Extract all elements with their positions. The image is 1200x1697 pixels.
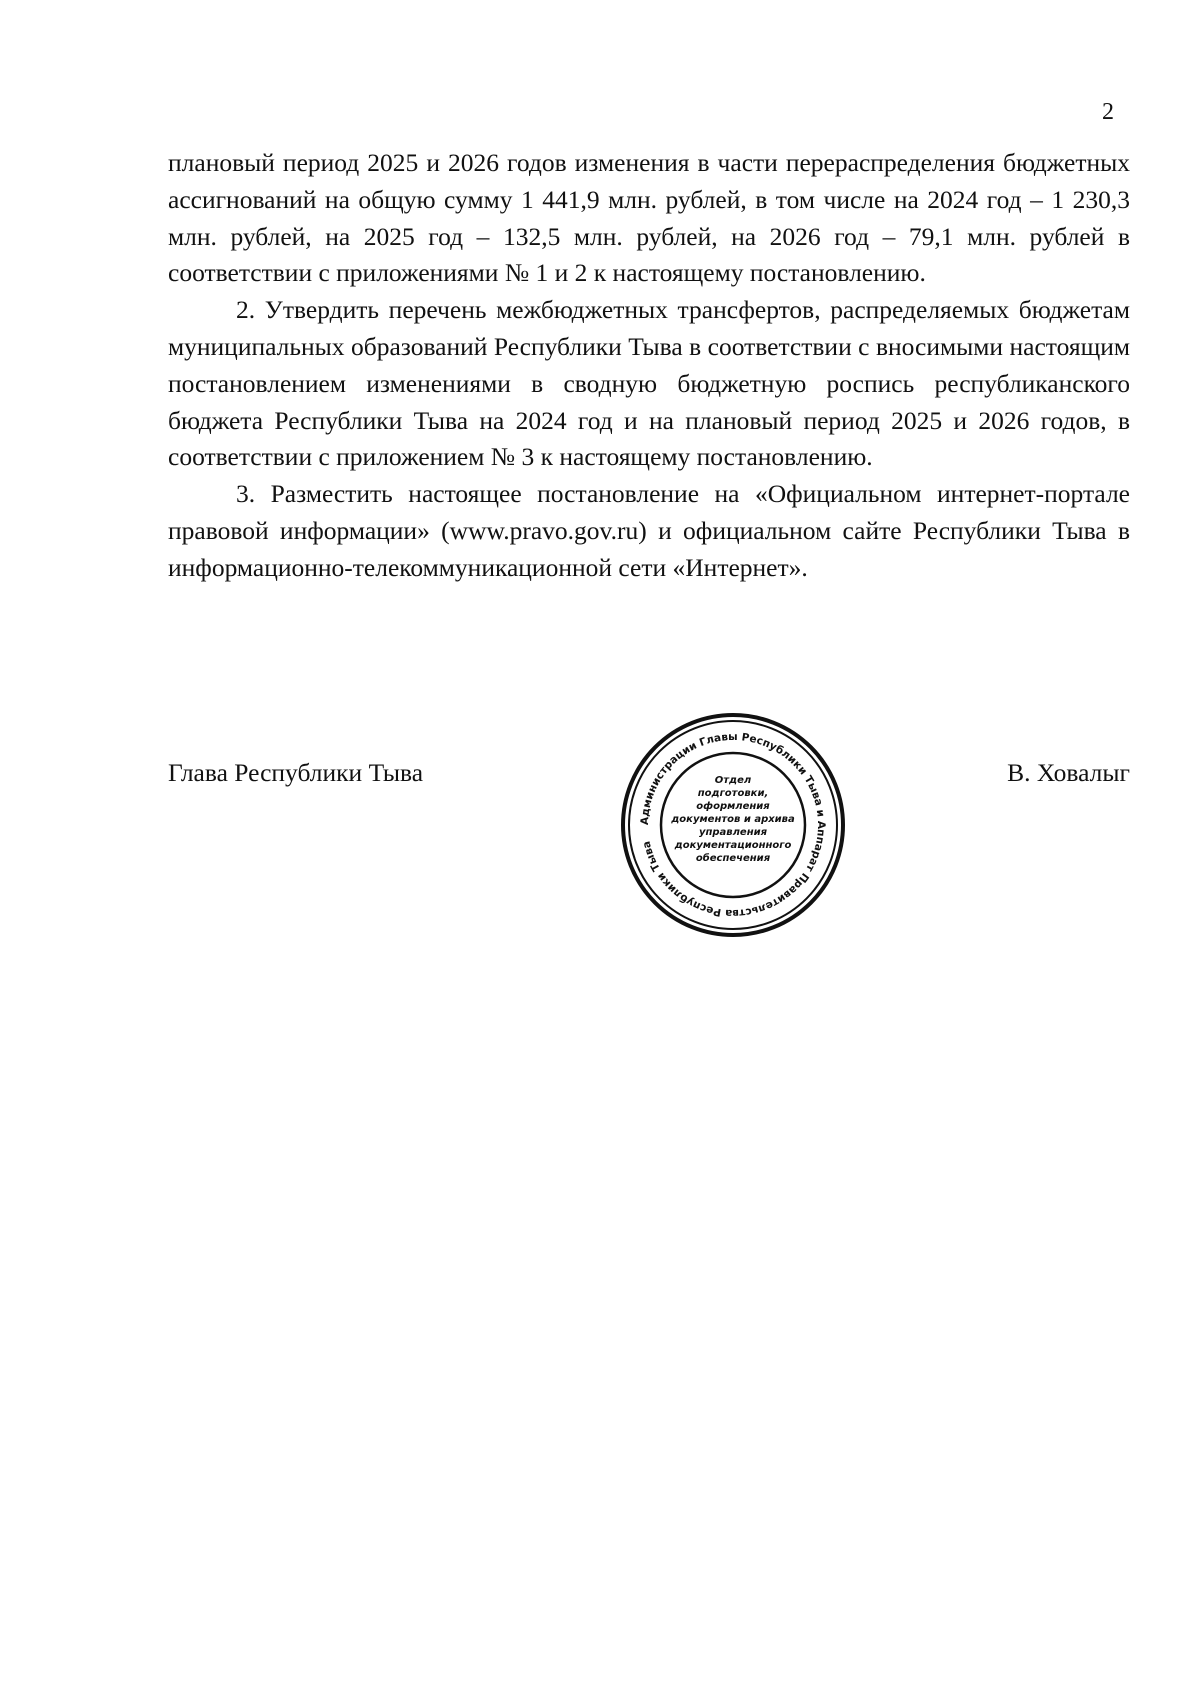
- stamp-inner-line: обеспечения: [695, 853, 771, 864]
- stamp-inner-line: документов и архива: [671, 814, 795, 825]
- paragraph-3: 3. Разместить настоящее постановление на «Официальном интернет-портале правовой информации» (www.pravo.gov.ru) и официальном сайте Республики Тыва в информационно-телекоммуникационной сети «Интернет».: [168, 479, 1130, 582]
- paragraph-2: 2. Утвердить перечень межбюджетных трансфертов, распределяемых бюджетам муниципальных образований Республики Тыва в соответствии с вносимыми настоящим постановлением изменениями в сводную бюджетную роспись республиканского бюджета Республики Тыва на 2024 год и на плановый период 2025 и 2026 годов, в соответствии с приложением № 3 к настоящему постановлению.: [168, 295, 1130, 472]
- page-number: 2: [1102, 99, 1114, 125]
- stamp-inner-line: подготовки,: [697, 788, 769, 799]
- stamp-graphic: [620, 712, 846, 938]
- stamp-inner-line: управления: [698, 827, 768, 838]
- stamp-inner-line: Отдел: [714, 775, 752, 786]
- signer-title: Глава Республики Тыва: [168, 758, 424, 787]
- paragraph-1: плановый период 2025 и 2026 годов изменения в части перераспределения бюджетных ассигнований на общую сумму 1 441,9 млн. рублей, в том числе на 2024 год – 1 230,3 млн. рублей, на 2025 год – 132,5 млн. рублей, на 2026 год – 79,1 млн. рублей в соответствии с приложениями № 1 и 2 к настоящему постановлению.: [168, 148, 1130, 288]
- svg-text:Администрации Главы Республики: [639, 731, 827, 919]
- stamp-inner-line: документационного: [674, 840, 792, 851]
- stamp-inner-line: оформления: [696, 801, 770, 812]
- stamp-outer-text: Администрации Главы Республики Тыва и Аппарат Правительства Республики Тыва: [638, 730, 828, 920]
- document-body: [168, 145, 1130, 587]
- signer-name: В. Ховалыг: [1007, 758, 1130, 787]
- official-stamp: [620, 712, 846, 938]
